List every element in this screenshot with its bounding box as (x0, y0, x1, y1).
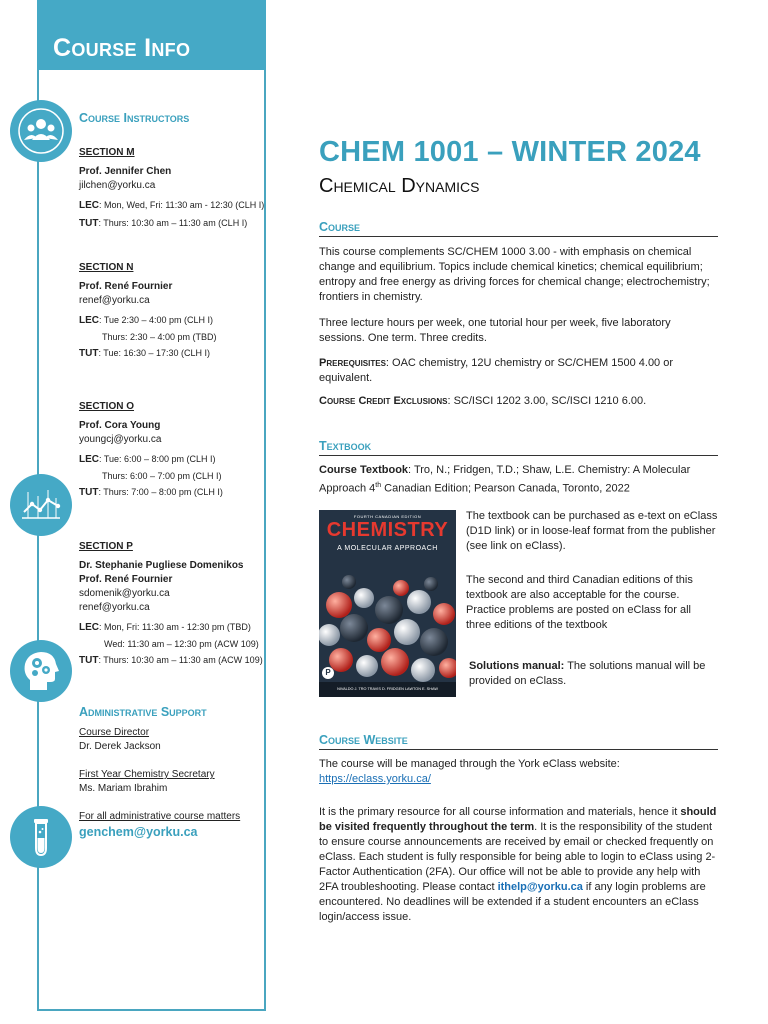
tutorial-time: TUT: Thurs: 10:30 am – 11:30 am (CLH I) (79, 218, 248, 229)
director-label: Course Director (79, 727, 150, 738)
section-p (79, 540, 263, 668)
prerequisites: Prerequisites: OAC chemistry, 12U chemistry or SC/CHEM 1500 4.00 or equivalent. (319, 357, 674, 384)
section-name: SECTION O (79, 401, 135, 412)
course-description: This course complements SC/CHEM 1000 3.00 - with emphasis on chemical change and equilibrium. Topics include chemical kinetics; chemical equilibrium; entropy and free energy as driving forces for chemical change; electrochemistry; frontiers in chemistry. (319, 246, 710, 303)
cover-authors: NIVALDO J. TRO TRAVIS D. FRIDGEN LAWTON E. SHAW (337, 687, 438, 691)
cover-publisher-mark: P (325, 668, 331, 677)
test-tube-icon (10, 806, 72, 868)
textbook-purchase: The textbook can be purchased as e-text on eClass (D1D link) or in loose-leaf format from the publisher (see link on eClass). (466, 510, 718, 552)
secretary-label: First Year Chemistry Secretary (79, 769, 215, 780)
lecture-time: LEC: Mon, Wed, Fri: 11:30 am - 12:30 (CLH I) (79, 200, 265, 211)
instructor-name: Prof. René Fournier (79, 574, 173, 585)
secretary-name: Ms. Mariam Ibrahim (79, 783, 168, 794)
instructor-name: Prof. Jennifer Chen (79, 166, 172, 177)
instructor-email[interactable]: youngcj@yorku.ca (79, 434, 162, 445)
sidebar-header (37, 0, 266, 70)
course-hours: Three lecture hours per week, one tutorial hour per week, five laboratory sessions. One term. Three credits. (319, 317, 671, 344)
textbook-cover (319, 510, 456, 697)
lecture-time-2: Thurs: 6:00 – 7:00 pm (CLH I) (102, 471, 222, 481)
lecture-time: LEC: Tue: 6:00 – 8:00 pm (CLH I) (79, 454, 216, 465)
section-n (79, 261, 217, 361)
cover-edition: FOURTH CANADIAN EDITION (353, 514, 422, 519)
instructors-heading: Course Instructors (79, 111, 190, 125)
page-subtitle: Chemical Dynamics (319, 175, 480, 197)
instructor-name: Dr. Stephanie Pugliese Domenikos (79, 560, 244, 571)
matters-label: For all administrative course matters (79, 811, 241, 822)
credit-exclusions: Course Credit Exclusions: SC/ISCI 1202 3.00, SC/ISCI 1210 6.00. (319, 395, 647, 407)
instructor-email[interactable]: renef@yorku.ca (79, 295, 150, 306)
website-heading: Course Website (319, 733, 718, 750)
cover-title: CHEMISTRY (326, 519, 449, 541)
people-icon (10, 100, 72, 162)
section-name: SECTION M (79, 147, 135, 158)
textbook-citation: Course Textbook: Tro, N.; Fridgen, T.D.; Shaw, L.E. Chemistry: A Molecular Approach 4th Canadian Edition; Pearson Canada, Toronto, 2022 (319, 464, 691, 495)
instructor-email[interactable]: sdomenik@yorku.ca (79, 588, 170, 599)
sidebar-title: Course Info (53, 34, 191, 62)
section-m (79, 146, 264, 231)
director-name: Dr. Derek Jackson (79, 741, 161, 752)
chart-icon (10, 474, 72, 536)
instructor-name: Prof. Cora Young (79, 420, 161, 431)
admin-heading: Administrative Support (79, 705, 207, 719)
head-gears-icon (10, 640, 72, 702)
section-name: SECTION P (79, 541, 133, 552)
section-o (79, 400, 223, 500)
eclass-link[interactable]: https://eclass.yorku.ca/ (319, 773, 431, 785)
solutions-manual: Solutions manual: The solutions manual will be provided on eClass. (469, 660, 706, 687)
textbook-editions: The second and third Canadian editions of this textbook are also acceptable for the course. Practice problems are posted on eClass for all three editions of the textbook (466, 574, 693, 631)
admin-support (79, 726, 240, 839)
cover-subtitle: A MOLECULAR APPROACH (337, 545, 438, 552)
ithelp-email[interactable]: ithelp@yorku.ca (497, 881, 583, 893)
lecture-time-2: Thurs: 2:30 – 4:00 pm (TBD) (102, 332, 217, 342)
website-details: It is the primary resource for all course information and materials, hence it should be visited frequently throughout the term. It is the responsibility of the student to ensure course announcements are received by email or checked frequently on eClass. Each student is fully responsible for being able to login to eClass using 2-Factor Authentication (2FA). Our office will not be able to provide any help with 2FA troubleshooting. Please contact ithelp@yorku.ca if any login problems are encountered. No deadlines will be extended if a student encounters an eClass login/access issue. (319, 806, 717, 923)
section-name: SECTION N (79, 262, 134, 273)
instructor-name: Prof. René Fournier (79, 281, 173, 292)
lecture-time: LEC: Mon, Fri: 11:30 am - 12:30 pm (TBD) (79, 622, 251, 633)
lecture-time: LEC: Tue 2:30 – 4:00 pm (CLH I) (79, 315, 214, 326)
tutorial-time: TUT: Tue: 16:30 – 17:30 (CLH I) (79, 348, 211, 359)
tutorial-time: TUT: Thurs: 7:00 – 8:00 pm (CLH I) (79, 487, 223, 498)
instructor-email[interactable]: renef@yorku.ca (79, 602, 150, 613)
admin-email[interactable]: genchem@yorku.ca (79, 825, 198, 839)
tutorial-time: TUT: Thurs: 10:30 am – 11:30 am (ACW 109) (79, 655, 263, 666)
course-heading: Course (319, 220, 718, 237)
lecture-time-2: Wed: 11:30 am – 12:30 pm (ACW 109) (104, 639, 259, 649)
instructor-email[interactable]: jilchen@yorku.ca (79, 180, 156, 191)
page-title: CHEM 1001 – WINTER 2024 (319, 136, 701, 168)
textbook-heading: Textbook (319, 439, 718, 456)
website-intro: The course will be managed through the York eClass website: https://eclass.yorku.ca/ (319, 757, 718, 787)
